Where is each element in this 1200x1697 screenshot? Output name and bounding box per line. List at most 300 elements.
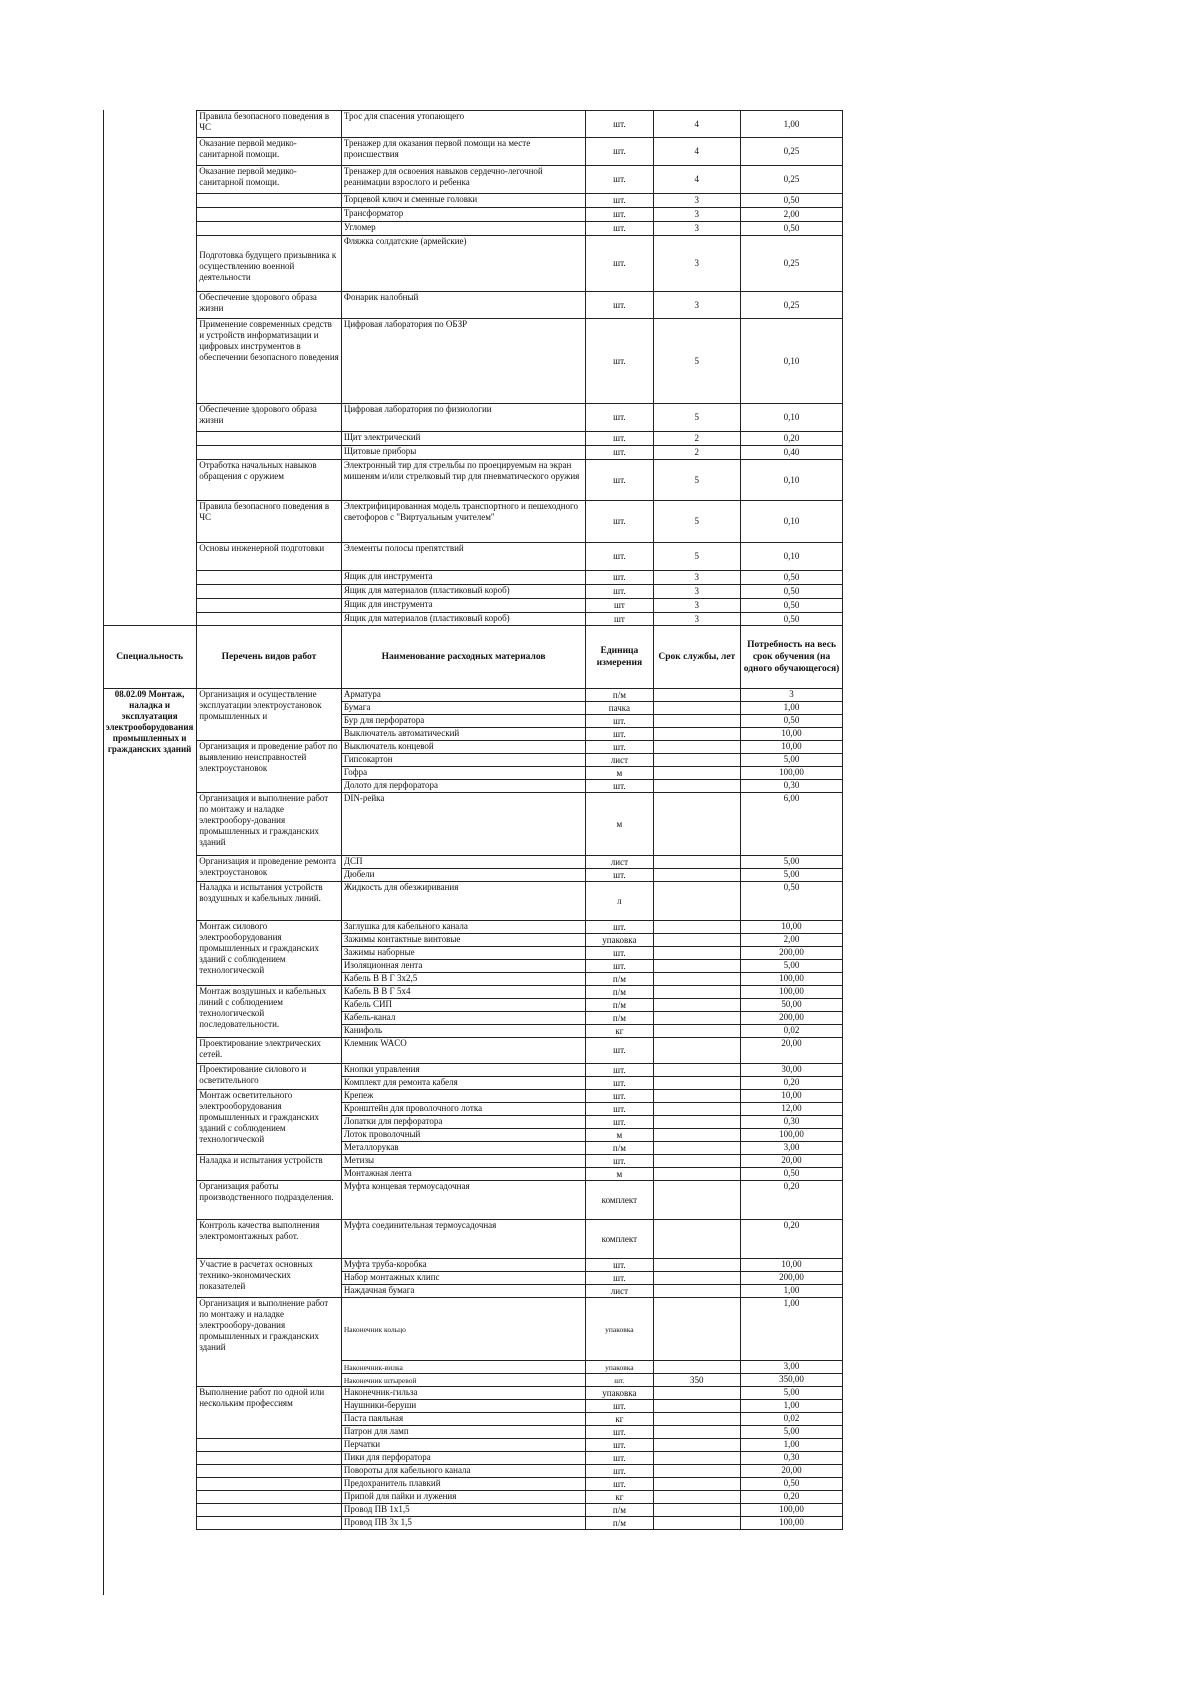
unit: п/м — [586, 1142, 653, 1155]
unit: шт. — [586, 166, 653, 194]
requirement: 10,00 — [741, 1090, 843, 1103]
requirement: 0,30 — [741, 780, 843, 793]
service-life: 5 — [653, 460, 741, 501]
material-name: Гипсокартон — [341, 754, 585, 767]
requirement: 0,20 — [741, 1077, 843, 1090]
material-name: Изоляционная лента — [341, 960, 585, 973]
work-type: Наладка и испытания устройств — [197, 1155, 342, 1181]
unit: шт. — [586, 715, 653, 728]
requirement: 5,00 — [741, 754, 843, 767]
equipment-row — [103, 111, 843, 138]
material-row — [103, 856, 843, 869]
unit: п/м — [586, 1517, 653, 1530]
requirement: 1,00 — [741, 111, 843, 138]
equipment-row — [103, 166, 843, 194]
unit: шт. — [586, 501, 653, 543]
material-name: Пики для перфоратора — [341, 1452, 585, 1465]
service-life: 4 — [653, 166, 741, 194]
material-row — [103, 1465, 843, 1478]
equipment-row — [103, 236, 843, 292]
work-type: Наладка и испытания устройств воздушных и кабельных линий. — [197, 882, 342, 921]
unit: шт. — [586, 1064, 653, 1077]
requirement: 0,10 — [741, 404, 843, 432]
service-life: 3 — [653, 613, 741, 626]
material-name: Набор монтажных клипс — [341, 1272, 585, 1285]
unit: м — [586, 793, 653, 856]
equipment-row — [103, 543, 843, 571]
requirement: 0,50 — [741, 222, 843, 236]
service-life: 3 — [653, 208, 741, 222]
specialty-cell — [103, 166, 197, 194]
requirement: 20,00 — [741, 1155, 843, 1168]
requirement: 0,02 — [741, 1025, 843, 1038]
material-name: Провод ПВ 3х 1,5 — [341, 1517, 585, 1530]
material-name: Гофра — [341, 767, 585, 780]
unit: шт. — [586, 960, 653, 973]
requirement: 100,00 — [741, 767, 843, 780]
equipment-row — [103, 292, 843, 319]
service-life — [653, 1517, 741, 1530]
material-name: Кнопки управления — [341, 1064, 585, 1077]
equipment-name: Электрифицированная модель транспортного и пешеходного светофоров с "Виртуальным учителем" — [341, 501, 585, 543]
equipment-row — [103, 585, 843, 599]
specialty-cell — [103, 111, 197, 138]
requirement: 30,00 — [741, 1064, 843, 1077]
specialty-cell — [103, 460, 197, 501]
service-life: 3 — [653, 236, 741, 292]
unit: шт. — [586, 585, 653, 599]
unit: шт. — [586, 1155, 653, 1168]
service-life — [653, 1272, 741, 1285]
material-name: Комплект для ремонта кабеля — [341, 1077, 585, 1090]
work-type: Монтаж осветительного электрооборудования промышленных и гражданских зданий с соблюдением технологической — [197, 1090, 342, 1155]
equipment-row — [103, 460, 843, 501]
unit: шт. — [586, 319, 653, 404]
requirement: 10,00 — [741, 1259, 843, 1272]
requirement: 5,00 — [741, 856, 843, 869]
unit: комплект — [586, 1220, 653, 1259]
equipment-name: Тренажер для освоения навыков сердечно-легочной реанимации взрослого и ребенка — [341, 166, 585, 194]
material-row — [103, 1155, 843, 1168]
unit: шт. — [586, 208, 653, 222]
unit: кг — [586, 1491, 653, 1504]
requirement: 0,10 — [741, 460, 843, 501]
requirement: 0,20 — [741, 432, 843, 446]
material-row — [103, 1517, 843, 1530]
requirement: 5,00 — [741, 1387, 843, 1400]
material-name: Предохранитель плавкий — [341, 1478, 585, 1491]
work-topic: Подготовка будущего призывника к осуществлению военной деятельности — [197, 236, 342, 292]
requirement: 100,00 — [741, 1504, 843, 1517]
header-life: Срок службы, лет — [653, 626, 741, 689]
service-life — [653, 1103, 741, 1116]
work-type: Выполнение работ по одной или нескольким профессиям — [197, 1387, 342, 1439]
work-topic — [197, 446, 342, 460]
requirement: 0,50 — [741, 1478, 843, 1491]
work-type: Проектирование силового и осветительного — [197, 1064, 342, 1090]
requirement: 0,30 — [741, 1452, 843, 1465]
equipment-name: Ящик для инструмента — [341, 599, 585, 613]
work-topic — [197, 194, 342, 208]
unit: шт. — [586, 1116, 653, 1129]
service-life: 3 — [653, 599, 741, 613]
service-life — [653, 960, 741, 973]
unit: шт. — [586, 1452, 653, 1465]
material-name: Выключатель автоматический — [341, 728, 585, 741]
requirement: 0,50 — [741, 571, 843, 585]
service-life — [653, 1439, 741, 1452]
unit: шт. — [586, 1465, 653, 1478]
unit: п/м — [586, 986, 653, 999]
material-row — [103, 1478, 843, 1491]
work-topic — [197, 613, 342, 626]
work-type: Организация и проведение ремонта электроустановок — [197, 856, 342, 882]
specialty-cell — [103, 319, 197, 404]
unit: кг — [586, 1025, 653, 1038]
requirement: 10,00 — [741, 741, 843, 754]
service-life — [653, 973, 741, 986]
unit: шт. — [586, 1090, 653, 1103]
requirement: 0,02 — [741, 1413, 843, 1426]
unit: шт. — [586, 1374, 653, 1387]
unit: шт. — [586, 222, 653, 236]
material-row — [103, 1387, 843, 1400]
material-row — [103, 1439, 843, 1452]
specialty-cell — [103, 543, 197, 571]
work-topic — [197, 432, 342, 446]
equipment-name: Ящик для материалов (пластиковый короб) — [341, 613, 585, 626]
requirement: 0,50 — [741, 585, 843, 599]
service-life — [653, 1038, 741, 1064]
material-name: Крепеж — [341, 1090, 585, 1103]
service-life: 350 — [653, 1374, 741, 1387]
service-life — [653, 1012, 741, 1025]
unit: м — [586, 767, 653, 780]
material-name: Кабель СИП — [341, 999, 585, 1012]
service-life — [653, 1426, 741, 1439]
equipment-name: Трос для спасения утопающего — [341, 111, 585, 138]
equipment-name: Электронный тир для стрельбы по проецируемым на экран мишеням и/или стрелковый тир для пневматического оружия — [341, 460, 585, 501]
requirement: 2,00 — [741, 208, 843, 222]
requirement: 0,50 — [741, 599, 843, 613]
specialty-name: 08.02.09 Монтаж, наладка и эксплуатация электрооборудования промышленных и гражданских зданий — [103, 689, 197, 1530]
unit: шт. — [586, 571, 653, 585]
header-materials: Наименование расходных материалов — [341, 626, 585, 689]
requirement: 0,40 — [741, 446, 843, 460]
material-name: Зажимы наборные — [341, 947, 585, 960]
material-name: ДСП — [341, 856, 585, 869]
unit: шт. — [586, 1038, 653, 1064]
service-life — [653, 1064, 741, 1077]
unit: шт. — [586, 404, 653, 432]
unit: шт. — [586, 236, 653, 292]
work-topic — [197, 222, 342, 236]
material-name: Заглушка для кабельного канала — [341, 921, 585, 934]
requirement: 5,00 — [741, 960, 843, 973]
material-name: Наушники-беруши — [341, 1400, 585, 1413]
material-row — [103, 986, 843, 999]
service-life — [653, 934, 741, 947]
work-topic: Оказание первой медико-санитарной помощи. — [197, 138, 342, 166]
requirement: 12,00 — [741, 1103, 843, 1116]
specialty-cell — [103, 599, 197, 613]
service-life — [653, 728, 741, 741]
unit: п/м — [586, 999, 653, 1012]
equipment-name: Торцевой ключ и сменные головки — [341, 194, 585, 208]
work-topic: Правила безопасного поведения в ЧС — [197, 111, 342, 138]
service-life — [653, 1129, 741, 1142]
specialty-cell — [103, 292, 197, 319]
unit: упаковка — [586, 1361, 653, 1374]
equipment-row — [103, 404, 843, 432]
work-type: Контроль качества выполнения электромонтажных работ. — [197, 1220, 342, 1259]
material-name: Зажимы контактные винтовые — [341, 934, 585, 947]
service-life — [653, 1387, 741, 1400]
material-name: Наконечник-гильза — [341, 1387, 585, 1400]
service-life — [653, 1155, 741, 1168]
material-name: Долото для перфоратора — [341, 780, 585, 793]
material-name: Бумага — [341, 702, 585, 715]
requirement: 2,00 — [741, 934, 843, 947]
unit: п/м — [586, 1012, 653, 1025]
unit: пачка — [586, 702, 653, 715]
equipment-name: Щит электрический — [341, 432, 585, 446]
work-type: Монтаж силового электрооборудования промышленных и гражданских зданий с соблюдением технологической — [197, 921, 342, 986]
work-type: Организация работы производственного подразделения. — [197, 1181, 342, 1220]
requirement: 0,50 — [741, 715, 843, 728]
unit: лист — [586, 1285, 653, 1298]
specialty-cell — [103, 501, 197, 543]
service-life — [653, 780, 741, 793]
service-life — [653, 715, 741, 728]
unit: шт — [586, 599, 653, 613]
requirement: 200,00 — [741, 1012, 843, 1025]
requirement: 0,10 — [741, 543, 843, 571]
requirement: 3,00 — [741, 1142, 843, 1155]
unit: шт. — [586, 543, 653, 571]
equipment-name: Угломер — [341, 222, 585, 236]
service-life: 5 — [653, 404, 741, 432]
requirement: 0,50 — [741, 194, 843, 208]
service-life — [653, 767, 741, 780]
work-type — [197, 1478, 342, 1491]
material-name: Клемник WACO — [341, 1038, 585, 1064]
equipment-name: Цифровая лаборатория по физиологии — [341, 404, 585, 432]
requirement: 0,25 — [741, 138, 843, 166]
requirement: 0,50 — [741, 882, 843, 921]
service-life — [653, 1478, 741, 1491]
service-life — [653, 1361, 741, 1374]
requirement: 1,00 — [741, 1439, 843, 1452]
requirement: 0,20 — [741, 1181, 843, 1220]
service-life: 5 — [653, 319, 741, 404]
material-name: Кабель В В Г 5х4 — [341, 986, 585, 999]
materials-header-row — [103, 626, 843, 689]
service-life — [653, 882, 741, 921]
equipment-name: Цифровая лаборатория по ОБЗР — [341, 319, 585, 404]
service-life — [653, 1400, 741, 1413]
service-life — [653, 1116, 741, 1129]
service-life — [653, 754, 741, 767]
unit: шт. — [586, 921, 653, 934]
unit: п/м — [586, 973, 653, 986]
material-row — [103, 1452, 843, 1465]
requirement: 100,00 — [741, 1129, 843, 1142]
header-specialty: Специальность — [103, 626, 197, 689]
service-life — [653, 1413, 741, 1426]
work-type: Организация и осуществление эксплуатации электроустановок промышленных и — [197, 689, 342, 741]
specialty-cell — [103, 571, 197, 585]
work-type — [197, 1465, 342, 1478]
requirement: 0,20 — [741, 1491, 843, 1504]
equipment-row — [103, 138, 843, 166]
work-topic: Отработка начальных навыков обращения с оружием — [197, 460, 342, 501]
material-name: Повороты для кабельного канала — [341, 1465, 585, 1478]
equipment-row — [103, 613, 843, 626]
material-name: Дюбели — [341, 869, 585, 882]
specialty-cell — [103, 222, 197, 236]
requirement: 3,00 — [741, 1361, 843, 1374]
service-life: 5 — [653, 543, 741, 571]
specialty-cell — [103, 208, 197, 222]
material-name: Лопатки для перфоратора — [341, 1116, 585, 1129]
equipment-row — [103, 432, 843, 446]
unit: шт — [586, 613, 653, 626]
material-row — [103, 1504, 843, 1517]
work-topic: Обеспечение здорового образа жизни — [197, 292, 342, 319]
work-type: Организация и выполнение работ по монтажу и наладке электрообору-дования промышленных и гражданских зданий — [197, 793, 342, 856]
material-name: Кабель-канал — [341, 1012, 585, 1025]
material-row — [103, 1259, 843, 1272]
unit: шт. — [586, 741, 653, 754]
work-type — [197, 1504, 342, 1517]
material-name: Муфта соединительная термоусадочная — [341, 1220, 585, 1259]
header-works: Перечень видов работ — [197, 626, 342, 689]
material-name: Наконечник-вилка — [341, 1361, 585, 1374]
unit: м — [586, 1129, 653, 1142]
unit: упаковка — [586, 1298, 653, 1361]
unit: кг — [586, 1413, 653, 1426]
document-sheet — [103, 110, 843, 1530]
work-topic — [197, 599, 342, 613]
material-row — [103, 741, 843, 754]
unit: шт. — [586, 432, 653, 446]
unit: шт. — [586, 1103, 653, 1116]
requirement: 3 — [741, 689, 843, 702]
requirement: 10,00 — [741, 728, 843, 741]
work-topic: Обеспечение здорового образа жизни — [197, 404, 342, 432]
unit: л — [586, 882, 653, 921]
specialty-cell — [103, 194, 197, 208]
material-name: Патрон для ламп — [341, 1426, 585, 1439]
service-life: 3 — [653, 194, 741, 208]
service-life — [653, 1181, 741, 1220]
unit: шт. — [586, 1400, 653, 1413]
service-life — [653, 1298, 741, 1361]
unit: шт. — [586, 138, 653, 166]
service-life: 3 — [653, 222, 741, 236]
service-life — [653, 1077, 741, 1090]
requirement: 1,00 — [741, 702, 843, 715]
material-name: Жидкость для обезжиривания — [341, 882, 585, 921]
equipment-row — [103, 208, 843, 222]
work-topic: Правила безопасного поведения в ЧС — [197, 501, 342, 543]
equipment-row — [103, 222, 843, 236]
material-name: DIN-рейка — [341, 793, 585, 856]
service-life: 3 — [653, 571, 741, 585]
service-life — [653, 1090, 741, 1103]
service-life: 2 — [653, 432, 741, 446]
service-life — [653, 1504, 741, 1517]
work-topic — [197, 571, 342, 585]
equipment-name: Тренажер для оказания первой помощи на месте происшествия — [341, 138, 585, 166]
specialty-cell — [103, 585, 197, 599]
requirement: 0,50 — [741, 1168, 843, 1181]
material-name: Наждачная бумага — [341, 1285, 585, 1298]
unit: шт. — [586, 1439, 653, 1452]
specialty-cell — [103, 432, 197, 446]
service-life — [653, 999, 741, 1012]
requirement: 1,00 — [741, 1285, 843, 1298]
service-life — [653, 1452, 741, 1465]
material-name: Кронштейн для проволочного лотка — [341, 1103, 585, 1116]
unit: шт. — [586, 194, 653, 208]
material-name: Метизы — [341, 1155, 585, 1168]
work-type — [197, 1439, 342, 1452]
service-life — [653, 1259, 741, 1272]
unit: шт. — [586, 111, 653, 138]
service-life — [653, 947, 741, 960]
unit: шт. — [586, 446, 653, 460]
header-need: Потребность на весь срок обучения (на одного обучающегося) — [741, 626, 843, 689]
equipment-name: Ящик для материалов (пластиковый короб) — [341, 585, 585, 599]
work-type: Участие в расчетах основных технико-экономических показателей — [197, 1259, 342, 1298]
service-life — [653, 1142, 741, 1155]
service-life: 4 — [653, 111, 741, 138]
equipment-row — [103, 446, 843, 460]
equipment-row — [103, 194, 843, 208]
material-name: Наконечник штыревой — [341, 1374, 585, 1387]
requirement: 0,10 — [741, 501, 843, 543]
work-topic: Оказание первой медико-санитарной помощи. — [197, 166, 342, 194]
work-topic — [197, 585, 342, 599]
service-life — [653, 1285, 741, 1298]
material-row — [103, 689, 843, 702]
material-name: Припой для пайки и лужения — [341, 1491, 585, 1504]
work-type — [197, 1517, 342, 1530]
header-unit: Единица измерения — [586, 626, 653, 689]
service-life: 4 — [653, 138, 741, 166]
equipment-name: Щитовые приборы — [341, 446, 585, 460]
work-topic — [197, 208, 342, 222]
equipment-row — [103, 501, 843, 543]
requirement: 0,25 — [741, 166, 843, 194]
equipment-row — [103, 319, 843, 404]
unit: комплект — [586, 1181, 653, 1220]
material-name: Монтажная лента — [341, 1168, 585, 1181]
unit: шт. — [586, 869, 653, 882]
service-life — [653, 1465, 741, 1478]
specialty-cell — [103, 404, 197, 432]
material-name: Металлорукав — [341, 1142, 585, 1155]
unit: лист — [586, 856, 653, 869]
equipment-name: Трансформатор — [341, 208, 585, 222]
requirement: 1,00 — [741, 1298, 843, 1361]
requirement: 5,00 — [741, 869, 843, 882]
material-row — [103, 1038, 843, 1064]
unit: шт. — [586, 1259, 653, 1272]
requirement: 0,10 — [741, 319, 843, 404]
